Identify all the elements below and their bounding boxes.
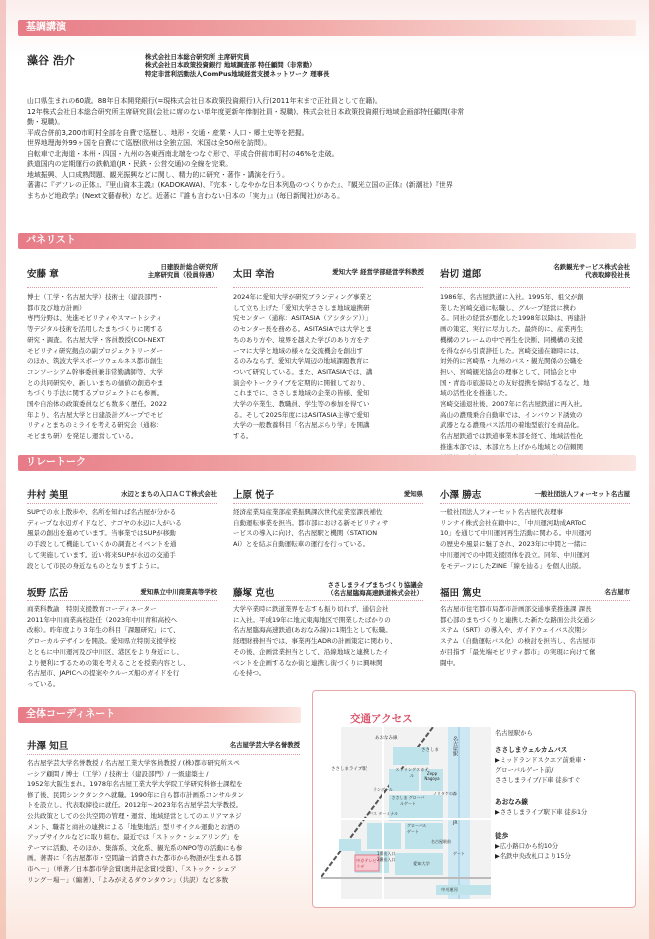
keynote-heading: 基調講演 [18,20,636,36]
map-label: バス ターミナル [369,811,399,816]
relay-bio: 大学卒業時に鉄道業界を志すも振り切れず、通信会社 に入社。平成19年に地元東海地区で開業したばかりの 名古屋臨海高速鉄道(あおなみ線)に1期生として転職。 経理財務担当では、事業再生ADRの計画策定に関わり、 その後、企画営業担当として、沿線地域と連携したイ ベントを企画するなか街と連携し街づくりに興味関 心を持つ。 [233,605,397,678]
map-label: JR [453,821,458,826]
keynote-speaker-name: 藻谷 浩介 [27,54,75,67]
panelist-affiliation: 日建設計総合研究所 主席研究員（役員待遇） [147,263,218,280]
panelist-bio: 1986年、名古屋鉄道に入社。1995年、祖父が創 業した宮崎交通に転職し、グループ経営に携わ る。同社の経営が悪化した1998年以降は、再建計 画の策定、実行に尽力した。最終的に、産業再生 機構のフレームの中で再生を決断、同機構の支援 を得ながら引責辞任した。宮崎交通在籍時には、 対外的に宮崎県・九州のバス・観光関係の公職を 担い、宮崎観光協会の理事として、同協会と中 国・青島市旅游局との友好提携を締結するなど、地 域の活性化を推進した。 宮崎交通退社後、2007年に名古屋鉄道に再入社。 高山の濃飛乗合自動車では、インバウンド誘致の 武器となる濃飛バス活用の着地型旅行を商品化。 名古屋鉄道では鉄道事業本部を経て、地域活性化 推進本部では、本部立ち上げから地域との信頼関 [440,293,590,451]
access-title: 交通アクセス [350,713,413,725]
keynote-bio: 山口県生まれの60歳。88年日本開発銀行(=現株式会社日本政策投資銀行)入行(2011年末まで正社員として在籍)。 12年株式会社日本総合研究所主席研究員(会社に席のない単年度更新年俸制社員・現職)、株式会社日本政策投資銀行地域企画部特任顧問(非常 勤・現職)。 平成合併前3,200市町村全部を自費で巡歴し、地形・交通・産業・人口・郷土史等を把握。 世界地理海外99ヶ国を自費にて巡歴(欧州は全独立国、米国は全50州を訪問）。 自転車で北海道・本州・四国・九州の各東西南北端をつなぐ形で、平成合併前市町村の46%を走破。 鉄道国内の定期運行の鉄軌道(JR・民鉄・公営交通)の全線を完乗。 地域振興、人口成熟問題、観光振興などに関し、精力的に研究・著作・講演を行う。 著書に『デフレの正体』、『里山資本主義』(KADOKAWA)、『完本・しなやかな日本列島のつくりかた』、『観光立国の正体』(新潮社)『世界 まちかど地政学』(Next文藝春秋）など。近著に『誰も言わない日本の「実力」』(毎日新聞社)がある。 [27,97,465,200]
divider [27,503,217,504]
coordinator-heading: 全体コーディネート [18,707,301,723]
access-map [321,727,491,899]
map-label: あおなみ線 [375,736,398,741]
map-label: 中川運河 [441,887,458,892]
panelist-bio: 博士（工学・名古屋大学）技術士（建設部門・ 都市及び地方計画） 専門分野は、先進モビリティやスマートシティ 等デジタル技術を活用したまちづくりに関する 研究・調査。名古屋大学・客員教授(COI-NEXT モビリティ研究拠点の副プロジェクトリーダー のほか、筑波大学スポーツウェルネス都市創生 コンソーシアム幹事委員兼非常勤講師等、大学 との共同研究や、新しいまちの価値の創造やま ちづくり手法に関するプロジェクトにも参画。 国や自治体の政策委員なども数多く歴任。2022 年より、名古屋大学と日建設計グループでモビ リティとまちのミライを考える研究会（通称： モビまち研）を発足し運営している。 [27,293,168,441]
divider [233,287,423,288]
coordinator-bio: 名古屋学芸大学名誉教授 / 名古屋工業大学客員教授 / (株)都市研究所スペ ーシア顧問 / 博士（工学）/ 技術士（建設部門）/ 一級建築士 / 1952年大阪生まれ。1978年名古屋工業大学大学院工学研究科修士課程を 修了後、民間シンクタンクへ就職。1990年に自ら都市計画系コンサルタン トを設立し、代表取締役に就任。2012年～2023年名古屋学芸大学教授。 公共政策としての公共空間の管理・運営、地域経営としてのエリアマネジ メント、職者と商社の連携による「地集地活」型リサイクル運動とお酒の アップサイクルなどに取り組む。最近では「ストック・シェアリング」を テーマに活動、そのほか、集落系、文化系、観光系のNPO等の活動にも参 画。著書に「名古屋都市・空間論－消費された都市から物語が生まれる都 市へ－」（単著／日本都市学会賞(奥井記念賞)受賞）、「ストック・シェア リング－場－」（編著）、「よみがえるダウンタウン」（共訳）など多数 [27,759,244,884]
route-aonami: あおなみ線 ▶ささしまライブ駅下車 徒歩1分 [495,798,588,816]
access-panel [312,690,636,908]
map-label: ささしま [421,748,439,753]
map-label: 愛知大学 [413,861,430,866]
map-label: 中京テレビ プラザ [356,858,383,869]
relay-affiliation: 名古屋市 [604,588,630,596]
divider [27,754,300,755]
map-label: グローバル [407,823,427,828]
map-label: 2番出入口 [377,857,396,862]
keynote-affiliation: 株式会社日本総合研究所 主席研究員 株式会社日本政策投資銀行 地域調査部 特任顧問（非常勤） 特定非営利活動法人ComPus地域経営支援ネットワーク 理事長 [145,53,330,78]
map-label: ストリングスホテル [395,767,429,778]
relay-affiliation: 一般社団法人フォーセット名古屋 [534,490,630,498]
map-label: ゲート [407,829,419,834]
divider [233,600,423,601]
panelist-bio: 2024年に愛知大学が研究ブランディング事業と して立ち上げた「愛知大学ささしま地域連携研 究センター（通称：ASITASIA（アシタシア））」 のセンター長を務める。ASITASIAでは大学とま ちのあり方や、境界を越えた学びのあり方をテ ーマに大学と地域の様々な交流機会を創出す るのみならず、愛知大学周辺の地域課題教育に ついて研究している。また、ASITASIAでは、講 演会やトークライブを定期的に開催しており、 これまでに、ささしま地域の企業の皆様、愛知 大学の卒業生、教職員、学生等の参加を得てい る。そして2025年度にはASITASIA主導で愛知 大学の一般教養科目「名古屋ぶらり学」を開講 する。 [233,293,373,441]
map-label: 名古屋駅前 [431,839,451,844]
relay-bio: 商業科教諭 特別支援教育コーディネーター 2011年中川商業高校赴任（2023年中川青和高校へ 改称）。昨年度より３年生の科目「課題研究」にて、 グローカルデザインを開設。愛知県立特別支援学校 とともに中川運河及び中川区、港区をより身近にし、 より便利にするための策を考えることを授業内容とし、 名古屋市、JAPICへの提案やクルーズ船のガイドを行 っている。 [27,605,190,688]
relay-bio: 名古屋市住宅都市局都市計画部交通事業推進課 課長 都心部のまちづくりと連携した新たな路面公共交通シ ステム（SRT）の導入や、ガイドウェイバス次期シ ステム（自動運転バス化）の検討を担当し、名古屋市 が目指す「最先端モビリティ都市」の実現に向けて奮 闘中。 [440,605,596,667]
relay-affiliation: ささしまライブまちづくり協議会 （名古屋臨海高速鉄道株式会社） [327,581,423,598]
map-label: 1番出入口 [377,851,396,856]
left-border [0,0,6,939]
map-label: Zepp Nagoya [424,771,440,781]
panelist-name: 太田 幸治 [233,269,275,280]
panelist-name: 安藤 章 [27,269,59,280]
relay-bio: 経済産業局産業部産業振興課次世代産業室課長補佐 自動運転事業を担当。都市部における新モビリティサ ービスの導入に向け、名古屋駅と機関（STATION Ai）とを結ぶ自動運転車の運行を行っている。 [233,508,389,549]
panelists-heading: パネリスト [18,233,636,249]
divider [27,600,217,601]
map-label: ランボール [373,787,393,792]
divider [233,503,423,504]
divider [440,600,630,601]
right-border [649,0,655,939]
panelist-affiliation: 愛知大学 経営学部経営学科教授 [332,268,424,276]
relay-bio: SUPでの水上散歩や、名所を知れば名古屋が分かる ディープな水辺ガイドなど、ナゴヤの水辺に人がいる 風景の創出を進めています。当事業ではSUPが移動 の手段として機能していくかの調査とイベントを通 して実施しています。近い将来SUPが水辺の交通手 段として市民の身近なものとなりますように。 [27,508,182,570]
relay-affiliation: 水辺とまちの入口ＡＣＴ株式会社 [121,490,217,498]
route-bus: ささしまウェルカムバス ▶ミッドランドスクエア前乗車・ グローバルゲート前/ ささしまライブ/下車 徒歩すぐ [495,746,588,784]
relay-speaker-name: 福田 篤史 [440,588,482,599]
relay-affiliation: 愛知県 [403,490,423,498]
divider [27,287,217,288]
relay-speaker-name: 坂野 広岳 [27,588,69,599]
relay-affiliation: 愛知県立中川商業高等学校 [140,588,217,596]
coordinator-affiliation: 名古屋学芸大学名誉教授 [229,741,300,749]
relay-speaker-name: 井村 美里 [27,490,69,501]
map-label: 名古屋駅 [452,736,458,756]
panelist-affiliation: 名鉄観光サービス株式会社 代表取締役社長 [553,263,630,280]
route-walk: 徒歩 ▶広小路口から約10分 ▶名鉄中央改札口より15分 [495,832,571,860]
map-label: ノリタケの森 [433,791,457,796]
divider [440,503,630,504]
divider [440,287,630,288]
relay-speaker-name: 藤塚 克也 [233,588,275,599]
coordinator-name: 井澤 知旦 [27,741,69,752]
relay-speaker-name: 小澤 勝志 [440,490,482,501]
map-label: ゲート [453,851,465,856]
access-from-label: 名古屋駅から [495,730,533,737]
relay-heading: リレートーク [18,455,636,471]
map-label: ささしまライブ駅 [331,767,367,772]
map-label: ささしま グローバルゲート [391,795,425,806]
panelist-name: 岩切 道郎 [440,269,482,280]
relay-speaker-name: 上原 悦子 [233,490,275,501]
relay-bio: 一般社団法人フォーセット名古屋代表理事 リンナイ株式会社在籍中に、「中川運河助成ARToC 10」を通じて中川運河再生活動に関わる。中川運河 の歴史や風景に魅了され、2023年に中間と一緒に 中川運河での中間支援団体を設立。同年、中川運河 をモデーフにしたZINE「線を辿る」を個人出版。 [440,508,592,570]
